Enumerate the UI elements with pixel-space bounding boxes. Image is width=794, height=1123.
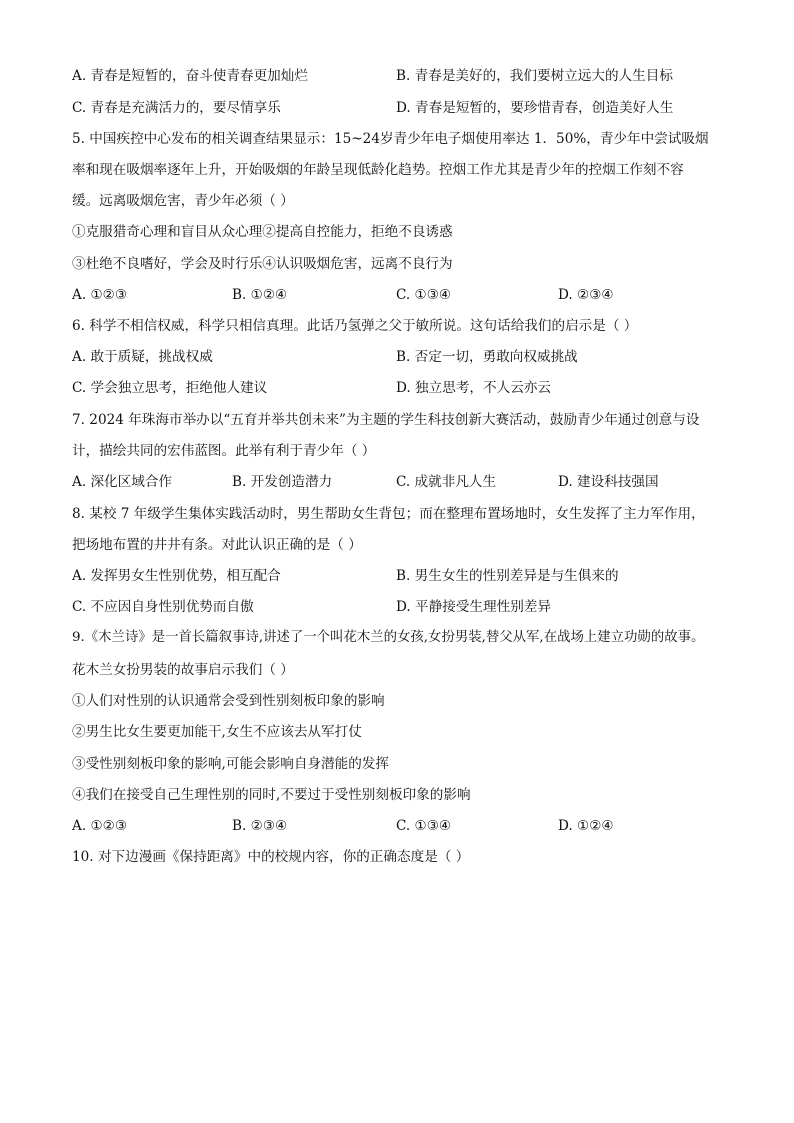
q9-option-c: C. ①③④	[396, 818, 452, 834]
q9-option-a: A. ①②③	[72, 818, 128, 834]
q4-option-b: B. 青春是美好的，我们要树立远大的人生目标	[396, 68, 673, 84]
q9-statement-1: ①人们对性别的认识通常会受到性别刻板印象的影响	[72, 693, 385, 709]
q9-statement-3: ③受性别刻板印象的影响,可能会影响自身潜能的发挥	[72, 756, 389, 772]
q4-option-a: A. 青春是短暂的，奋斗使青春更加灿烂	[72, 68, 308, 84]
q6-option-a: A. 敢于质疑，挑战权威	[72, 349, 213, 365]
q8-option-b: B. 男生女生的性别差异是与生俱来的	[396, 568, 619, 584]
q9-option-b: B. ②③④	[232, 818, 288, 834]
q8-stem-line-2: 把场地布置的井井有条。对此认识正确的是（ ）	[72, 537, 362, 553]
q9-statement-4: ④我们在接受自己生理性别的同时,不要过于受性别刻板印象的影响	[72, 787, 471, 803]
q6-stem: 6. 科学不相信权威，科学只相信真理。此话乃氢弹之父于敏所说。这句话给我们的启示是（ ）	[72, 318, 638, 334]
q9-option-d: D. ①②④	[558, 818, 614, 834]
q8-option-a: A. 发挥男女生性别优势，相互配合	[72, 568, 281, 584]
q5-statement-1: ①克服猎奇心理和盲目从众心理②提高自控能力，拒绝不良诱惑	[72, 224, 453, 240]
q6-option-c: C. 学会独立思考，拒绝他人建议	[72, 380, 268, 396]
q6-option-d: D. 独立思考，不人云亦云	[396, 380, 551, 396]
q5-statement-2: ③杜绝不良嗜好，学会及时行乐④认识吸烟危害，远离不良行为	[72, 256, 453, 272]
q5-option-b: B. ①②④	[232, 287, 288, 303]
q7-option-c: C. 成就非凡人生	[396, 474, 497, 490]
q7-stem-line-2: 计，描绘共同的宏伟蓝图。此举有利于青少年（ ）	[72, 443, 376, 459]
q7-option-b: B. 开发创造潜力	[232, 474, 333, 490]
q7-option-a: A. 深化区域合作	[72, 474, 173, 490]
q5-stem-line-3: 缓。远离吸烟危害，青少年必须（ ）	[72, 193, 294, 209]
q8-stem-line-1: 8. 某校 7 年级学生集体实践活动时，男生帮助女生背包；而在整理布置场地时，女生发挥了主力军作用，	[72, 506, 705, 522]
q5-option-a: A. ①②③	[72, 287, 128, 303]
q5-stem-line-1: 5. 中国疾控中心发布的相关调查结果显示：15~24岁青少年电子烟使用率达 1．50%，青少年中尝试吸烟	[72, 131, 709, 147]
q5-stem-line-2: 率和现在吸烟率逐年上升，开始吸烟的年龄呈现低龄化趋势。控烟工作尤其是青少年的控烟工作刻不容	[72, 162, 684, 178]
q5-option-d: D. ②③④	[558, 287, 614, 303]
q7-option-d: D. 建设科技强国	[558, 474, 659, 490]
q9-statement-2: ②男生比女生要更加能干,女生不应该去从军打仗	[72, 724, 362, 740]
q8-option-c: C. 不应因自身性别优势而自傲	[72, 599, 254, 615]
q7-stem-line-1: 7. 2024 年珠海市举办以“五育并举共创未来”为主题的学生科技创新大赛活动，鼓励青少年通过创意与设	[72, 412, 700, 428]
q8-option-d: D. 平静接受生理性别差异	[396, 599, 551, 615]
q5-option-c: C. ①③④	[396, 287, 452, 303]
q4-option-c: C. 青春是充满活力的，要尽情享乐	[72, 100, 281, 116]
q10-stem: 10. 对下边漫画《保持距离》中的校规内容，你的正确态度是（ ）	[72, 849, 470, 865]
q6-option-b: B. 否定一切，勇敢向权威挑战	[396, 349, 578, 365]
q9-stem-line-1: 9.《木兰诗》是一首长篇叙事诗,讲述了一个叫花木兰的女孩,女扮男装,替父从军,在战场上建立功勋的故事。	[72, 630, 705, 645]
q4-option-d: D. 青春是短暂的，要珍惜青春，创造美好人生	[396, 100, 674, 116]
q9-stem-line-2: 花木兰女扮男装的故事启示我们（ ）	[72, 662, 294, 678]
